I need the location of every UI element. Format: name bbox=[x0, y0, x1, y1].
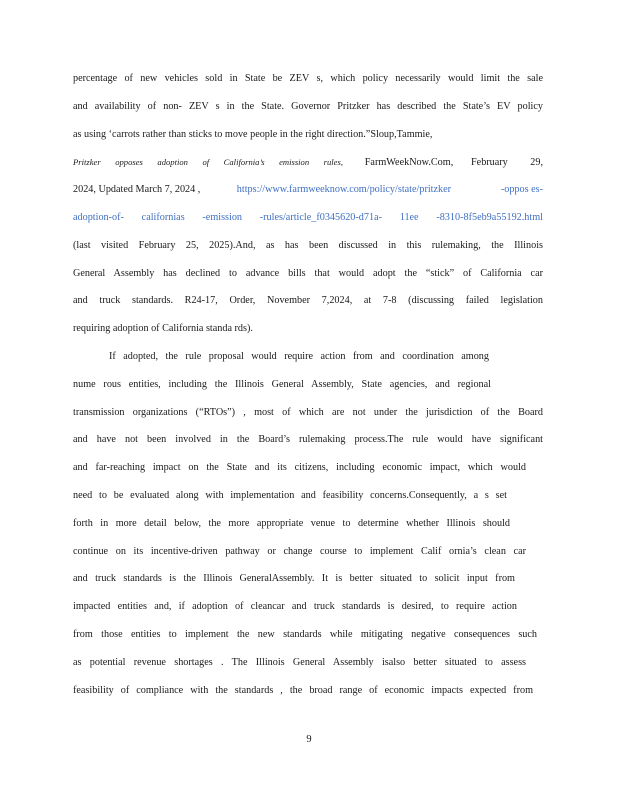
citation-title: Pritzker opposes adoption of California’s emission rules, bbox=[73, 157, 343, 168]
article-link-continuation[interactable]: -oppos es- bbox=[500, 184, 543, 196]
body-text bbox=[73, 69, 543, 708]
text-line: forth in more detail below, the more appropriate venue to determine whether Illinois should bbox=[73, 517, 510, 529]
article-link[interactable]: https://www.farmweeknow.com/policy/state/pritzker bbox=[236, 184, 452, 196]
text-line: and have not been involved in the Board’s rulemaking process.The rule would have significant bbox=[73, 434, 543, 446]
text-line: impacted entities and, if adoption of cleancar and truck standards is desired, to require action bbox=[73, 601, 517, 613]
text-line: as using ‘carrots rather than sticks to move people in the right direction.”Sloup,Tammie, bbox=[73, 128, 433, 140]
page-number: 9 bbox=[306, 734, 312, 745]
text-line: requiring adoption of California standa rds). bbox=[73, 323, 253, 335]
text-line: need to be evaluated along with implementation and feasibility concerns.Consequently, a s set bbox=[73, 489, 507, 501]
url-line bbox=[73, 180, 543, 208]
text-line: continue on its incentive-driven pathway or change course to implement Calif ornia’s clean car bbox=[73, 545, 526, 557]
text-line: from those entities to implement the new standards while mitigating negative consequences such bbox=[73, 628, 537, 640]
text-line: General Assembly has declined to advance bills that would adopt the “stick” of California car bbox=[73, 267, 543, 279]
citation-line bbox=[73, 152, 543, 180]
text-line: nume rous entities, including the Illinois General Assembly, State agencies, and regional bbox=[73, 378, 491, 390]
text-line: and truck standards is the Illinois GeneralAssembly. It is better situated to solicit input from bbox=[73, 573, 515, 585]
text-line: and truck standards. R24-17, Order, November 7,2024, at 7-8 (discussing failed legislation bbox=[73, 295, 543, 307]
updated-date-text: 2024, Updated March 7, 2024 , bbox=[73, 184, 201, 196]
citation-source: FarmWeekNow.Com, bbox=[364, 157, 454, 169]
text-line: feasibility of compliance with the standards , the broad range of economic impacts expected from bbox=[73, 684, 533, 696]
article-link-continuation[interactable]: adoption-of- californias -emission -rules/article_f0345620-d71a- 11ee -8310-8f5eb9a55192.html bbox=[73, 211, 543, 223]
text-line: (last visited February 25, 2025).And, as has been discussed in this rulemaking, the Illinois bbox=[73, 239, 543, 251]
text-line: as potential revenue shortages . The Illinois General Assembly isalso better situated to assess bbox=[73, 656, 526, 668]
text-line: and far-reaching impact on the State and its citizens, including economic impact, which would bbox=[73, 462, 526, 474]
citation-date: February 29, bbox=[471, 157, 543, 169]
text-line: and availability of non- ZEV s in the State. Governor Pritzker has described the State’s EV policy bbox=[73, 100, 543, 112]
text-line: transmission organizations (“RTOs”) , most of which are not under the jurisdiction of the Board bbox=[73, 406, 543, 418]
text-line: percentage of new vehicles sold in State be ZEV s, which policy necessarily would limit the sale bbox=[73, 73, 543, 84]
paragraph-first-line: If adopted, the rule proposal would require action from and coordination among bbox=[109, 350, 489, 362]
